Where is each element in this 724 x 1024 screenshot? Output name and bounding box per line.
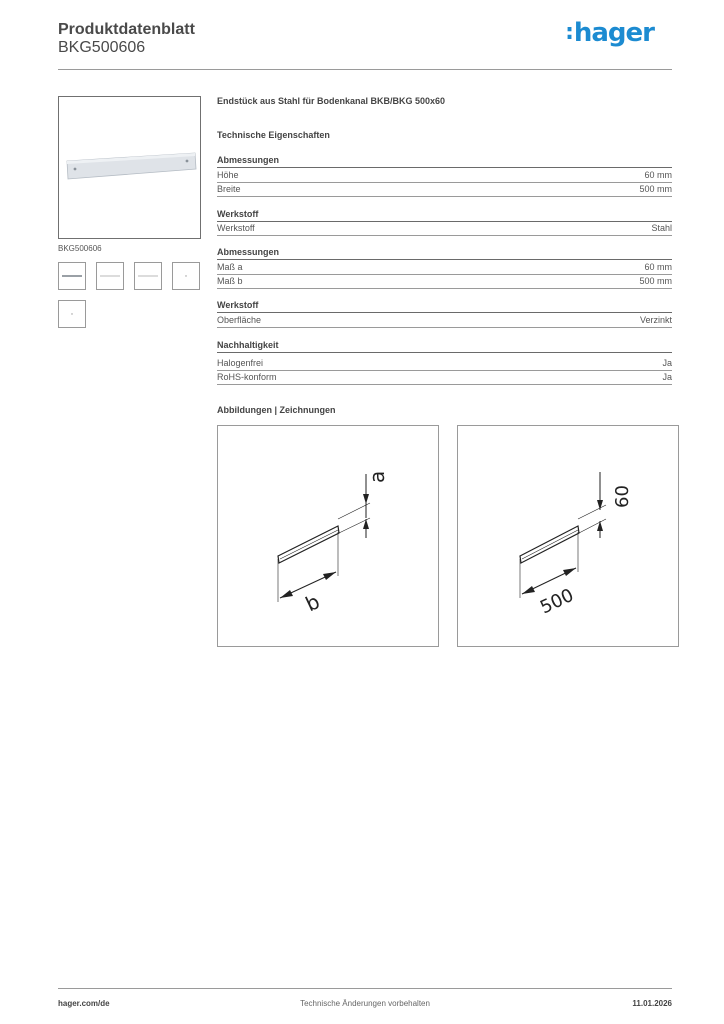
- page-header: [58, 20, 672, 70]
- logo-colon: :: [565, 20, 573, 45]
- product-code: BKG500606: [58, 39, 146, 56]
- property-row: [217, 275, 672, 289]
- footer-notice: Technische Änderungen vorbehalten: [300, 999, 430, 1008]
- drawing2-width-label: 500: [536, 584, 577, 619]
- property-row: [217, 183, 672, 197]
- image-caption: BKG500606: [58, 244, 102, 253]
- property-label: Höhe: [217, 170, 239, 180]
- technical-properties-title: Technische Eigenschaften: [217, 130, 330, 140]
- thumbnail-drawing-icon: [97, 263, 123, 289]
- page-footer: [58, 988, 672, 1012]
- group-title-material: Werkstoff: [217, 300, 672, 313]
- thumbnail-3[interactable]: [134, 262, 162, 290]
- property-row: [217, 261, 672, 275]
- drawing2-height-label: 60: [612, 485, 633, 508]
- product-description: Endstück aus Stahl für Bodenkanal BKB/BKG 500x60: [217, 96, 446, 106]
- property-label: Maß b: [217, 276, 243, 286]
- property-row: [217, 169, 672, 183]
- property-value: Verzinkt: [639, 315, 672, 325]
- property-label: Werkstoff: [217, 223, 255, 233]
- product-image: [58, 96, 201, 239]
- property-value: Stahl: [651, 223, 672, 233]
- group-title-material: Werkstoff: [217, 209, 672, 222]
- property-row: [217, 314, 672, 328]
- property-value: 500 mm: [639, 276, 672, 286]
- thumbnail-2[interactable]: [96, 262, 124, 290]
- figures-title: Abbildungen | Zeichnungen: [217, 405, 336, 415]
- end-piece-drawing: [218, 426, 438, 646]
- drawing1-width-label: b: [301, 589, 324, 617]
- end-piece-photo: [59, 97, 200, 238]
- footer-date: 11.01.2026: [632, 999, 672, 1008]
- group-title-sustainability: Nachhaltigkeit: [217, 340, 672, 353]
- property-label: Oberfläche: [217, 315, 262, 325]
- property-value: 60 mm: [644, 262, 672, 272]
- property-label: Maß a: [217, 262, 243, 272]
- dimension-drawing-letters: [217, 425, 439, 647]
- thumbnail-photo-icon: [59, 263, 85, 289]
- property-row: [217, 371, 672, 385]
- property-value: Ja: [662, 358, 672, 368]
- property-label: Halogenfrei: [217, 358, 264, 368]
- property-value: 60 mm: [644, 170, 672, 180]
- thumbnail-dot-icon: [173, 263, 199, 289]
- property-row: [217, 222, 672, 236]
- footer-website-link[interactable]: hager.com/de: [58, 999, 110, 1008]
- thumbnail-drawing-icon: [135, 263, 161, 289]
- property-label: Breite: [217, 184, 241, 194]
- group-title-dimensions: Abmessungen: [217, 247, 672, 260]
- drawing1-height-label: a: [365, 470, 389, 483]
- document-title: Produktdatenblatt: [58, 21, 195, 38]
- group-title-dimensions: Abmessungen: [217, 155, 672, 168]
- thumbnail-5[interactable]: [58, 300, 86, 328]
- hager-logo: [565, 18, 654, 48]
- property-value: Ja: [662, 372, 672, 382]
- thumbnail-dot-icon: [59, 301, 85, 327]
- thumbnail-1[interactable]: [58, 262, 86, 290]
- logo-text: hager: [573, 18, 654, 48]
- thumbnail-4[interactable]: [172, 262, 200, 290]
- dimension-drawing-values: [457, 425, 679, 647]
- property-label: RoHS-konform: [217, 372, 277, 382]
- end-piece-drawing: [458, 426, 678, 646]
- property-value: 500 mm: [639, 184, 672, 194]
- property-row: [217, 357, 672, 371]
